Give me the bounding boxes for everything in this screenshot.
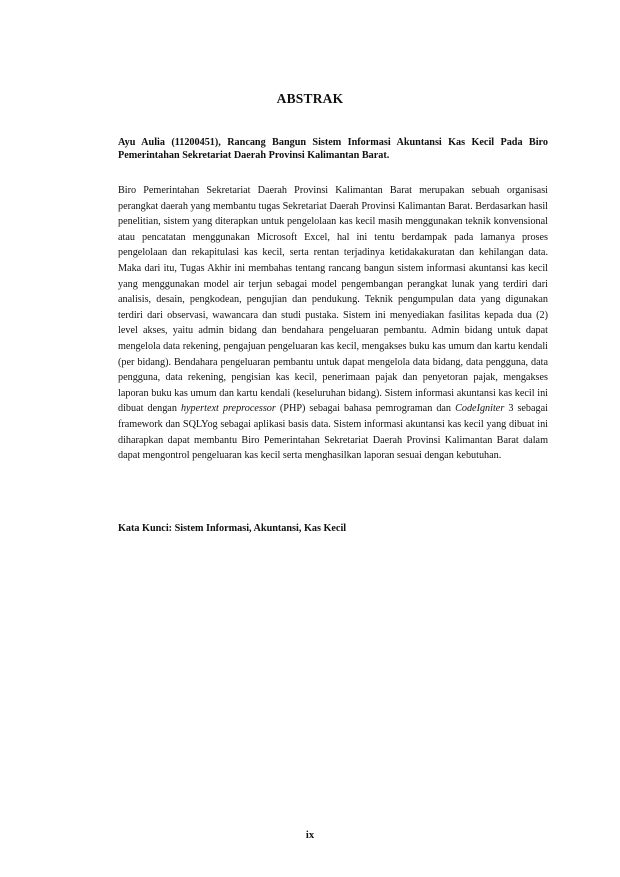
keywords-line: Kata Kunci: Sistem Informasi, Akuntansi, Kas Kecil <box>118 523 347 534</box>
page-title: ABSTRAK <box>276 91 344 106</box>
abstract-text-part2: (PHP) sebagai bahasa pemrograman dan <box>275 403 456 415</box>
abstract-term-php: hypertext preprocessor <box>180 403 276 415</box>
abstract-term-codeigniter: CodeIgniter <box>455 403 505 415</box>
author-line: Ayu Aulia (11200451), Rancang Bangun Sistem Informasi Akuntansi Kas Kecil Pada Biro Pemerintahan Sekretariat Daerah Provinsi Kalimantan Barat. <box>118 137 548 162</box>
abstract-body <box>118 183 548 464</box>
abstract-text-part3: 3 sebagai framework dan SQLYog sebagai aplikasi basis data. Sistem informasi akuntansi kas kecil yang dibuat ini diharapkan dapat membantu Biro Pemerintahan Sekretariat Daerah Provinsi Kalimantan Barat dalam dapat mengontrol pengeluaran kas kecil serta menghasilkan laporan sesuai dengan kebutuhan. <box>118 403 548 462</box>
page-number: ix <box>305 830 315 841</box>
abstract-text-part1: Biro Pemerintahan Sekretariat Daerah Provinsi Kalimantan Barat merupakan sebuah organisasi perangkat daerah yang membantu tugas Sekretariat Daerah Provinsi Kalimantan Barat. Berdasarkan hasil penelitian, sistem yang diterapkan untuk pengelolaan kas kecil masih menggunakan teknik konvensional atau pencatatan menggunakan Microsoft Excel, hal ini tentu berdampak pada lamanya proses pengelolaan dan rekapitulasi kas kecil, serta rentan terjadinya ketidakakuratan dan kehilangan data. Maka dari itu, Tugas Akhir ini membahas tentang rancang bangun sistem informasi akuntansi kas kecil yang menggunakan model air terjun sebagai model pengembangan perangkat lunak yang terdiri dari analisis, desain, pengkodean, pengujian dan pendukung. Teknik pengumpulan data yang digunakan terdiri dari observasi, wawancara dan studi pustaka. Sistem ini menyediakan fasilitas kepada dua (2) level akses, yaitu admin bidang dan bendahara pengeluaran pembantu. Admin bidang untuk dapat mengelola data rekening, pengajuan pengeluaran kas kecil, mengakses buku kas umum dan kartu kendali (per bidang). Bendahara pengeluaran pembantu untuk dapat mengelola data bidang, data pengguna, data pengguna, data rekening, pengisian kas kecil, penerimaan pajak dan penyetoran pajak, mengakses laporan buku kas umum dan kartu kendali (keseluruhan bidang). Sistem informasi akuntansi kas kecil ini dibuat dengan <box>118 185 548 415</box>
